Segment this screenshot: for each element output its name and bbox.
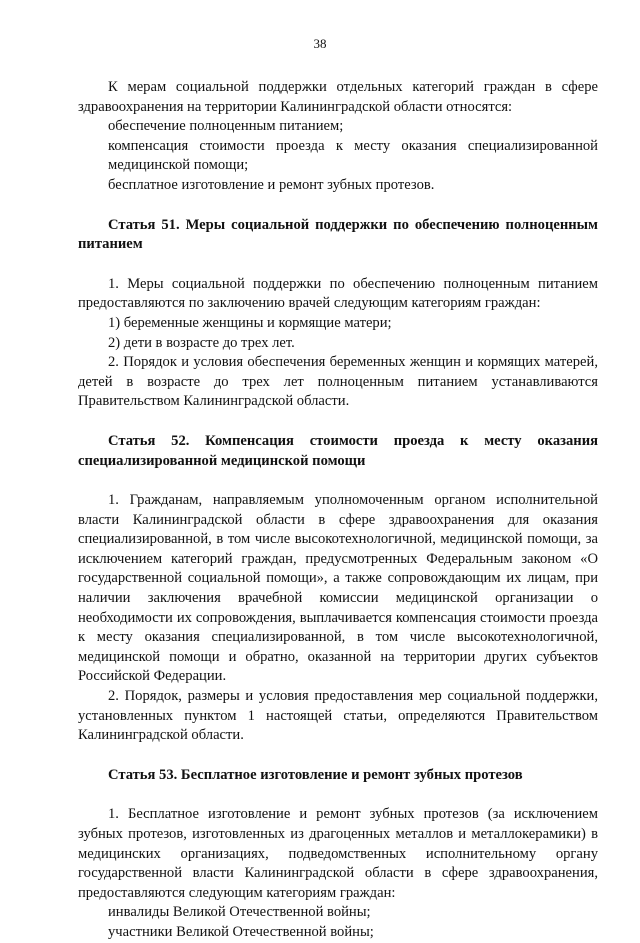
intro-item: обеспечение полноценным питанием; [108, 118, 344, 135]
intro-lead: К мерам социальной поддержки отдельных категорий граждан в сфере здравоохранения на территории Калининградской области относятся: [78, 79, 598, 115]
article-51-paragraph-2: 2. Порядок и условия обеспечения беременных женщин и кормящих матерей, детей в возрасте до трех лет полноценным питанием устанавливаются Правительством Калининградской области. [78, 354, 598, 410]
article-53-item: инвалиды Великой Отечественной войны; [108, 904, 371, 921]
article-51-item: 2) дети в возрасте до трех лет. [108, 334, 295, 351]
document-body [78, 78, 598, 943]
article-52-heading: Статья 52. Компенсация стоимости проезда к месту оказания специализированной медицинской помощи [78, 432, 598, 469]
intro-item: бесплатное изготовление и ремонт зубных протезов. [108, 176, 435, 193]
article-52-paragraph-1: 1. Гражданам, направляемым уполномоченным органом исполнительной власти Калининградской области в сфере здравоохранения для оказания специализированной, в том числе высокотехнологичной, медицинской помощи, за исключением категорий граждан, предусмотренных Федеральным законом «О государственной социальной помощи», а также сопровождающим их лицам, при наличии заключения врачебной комиссии медицинской организации о необходимости их сопровождения, выплачивается компенсация стоимости проезда к месту оказания специализированной, в том числе высокотехнологичной, медицинской помощи и обратно, оказанной на территории других субъектов Российской Федерации. [78, 492, 598, 685]
page-number: 38 [313, 36, 327, 51]
article-53-item: участники Великой Отечественной войны; [108, 923, 374, 940]
intro-item: компенсация стоимости проезда к месту оказания специализированной медицинской помощи; [108, 137, 598, 174]
article-51-paragraph-1: 1. Меры социальной поддержки по обеспечению полноценным питанием предоставляются по заключению врачей следующим категориям граждан: [78, 275, 598, 312]
article-51-heading: Статья 51. Меры социальной поддержки по обеспечению полноценным питанием [78, 216, 598, 253]
article-52-paragraph-2: 2. Порядок, размеры и условия предоставления мер социальной поддержки, установленных пунктом 1 настоящей статьи, определяются Правительством Калининградской области. [78, 688, 598, 744]
article-51-item: 1) беременные женщины и кормящие матери; [108, 314, 392, 331]
article-53-heading: Статья 53. Бесплатное изготовление и ремонт зубных протезов [108, 766, 523, 783]
article-53-paragraph-1: 1. Бесплатное изготовление и ремонт зубных протезов (за исключением зубных протезов, изготовленных из драгоценных металлов и металлокерамики) в медицинских организациях, подведомственных исполнительному органу государственной власти Калининградской области в сфере здравоохранения, предоставляются следующим категориям граждан: [78, 806, 598, 901]
